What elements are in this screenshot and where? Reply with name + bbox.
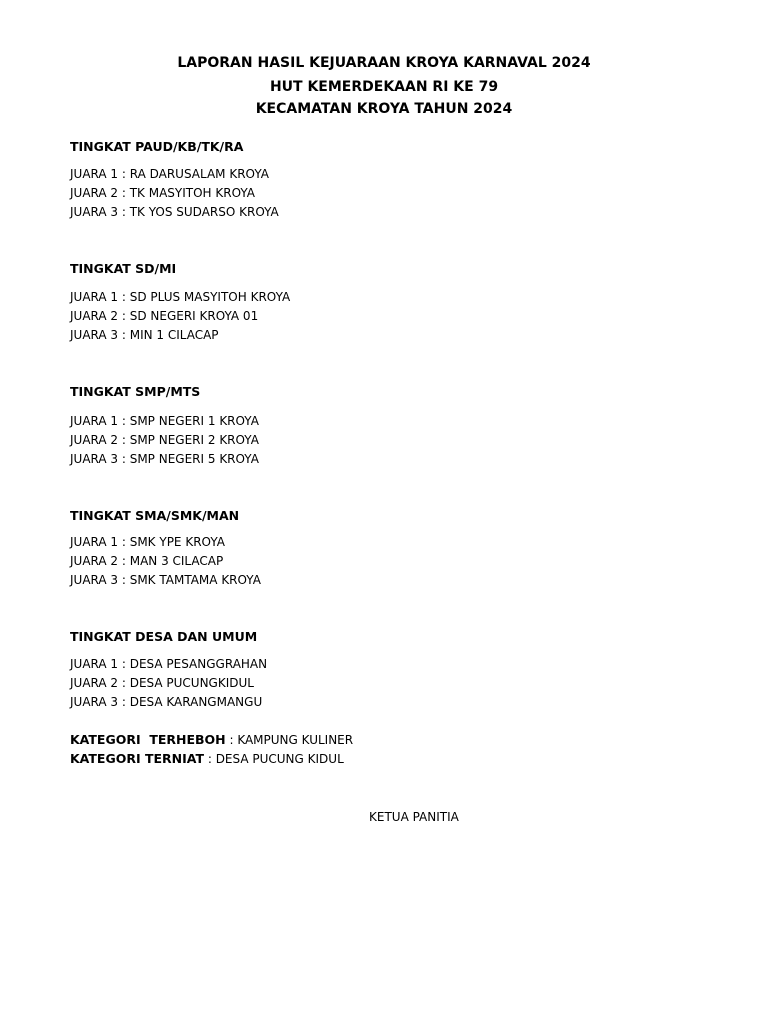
signature-label: KETUA PANITIA <box>369 810 459 824</box>
winner-2-smp: JUARA 2 : SMP NEGERI 2 KROYA <box>70 433 259 447</box>
category-terniat <box>70 750 344 768</box>
winner-1-desa: JUARA 1 : DESA PESANGGRAHAN <box>70 657 268 671</box>
winner-2-paud: JUARA 2 : TK MASYITOH KROYA <box>70 186 255 200</box>
winner-3-sd: JUARA 3 : MIN 1 CILACAP <box>70 328 219 342</box>
winner-3-sma: JUARA 3 : SMK TAMTAMA KROYA <box>70 573 261 587</box>
winner-1-paud: JUARA 1 : RA DARUSALAM KROYA <box>70 167 269 181</box>
winner-1-smp: JUARA 1 : SMP NEGERI 1 KROYA <box>70 414 259 428</box>
category-terniat-value: : DESA PUCUNG KIDUL <box>204 752 344 766</box>
section-heading-smp: TINGKAT SMP/MTS <box>70 384 201 399</box>
report-subtitle: HUT KEMERDEKAAN RI KE 79 <box>269 79 499 95</box>
winner-3-desa: JUARA 3 : DESA KARANGMANGU <box>70 695 263 709</box>
category-terheboh <box>70 731 353 749</box>
report-title: LAPORAN HASIL KEJUARAAN KROYA KARNAVAL 2024 <box>177 55 591 71</box>
winner-3-paud: JUARA 3 : TK YOS SUDARSO KROYA <box>70 205 279 219</box>
winner-3-smp: JUARA 3 : SMP NEGERI 5 KROYA <box>70 452 259 466</box>
winner-1-sd: JUARA 1 : SD PLUS MASYITOH KROYA <box>70 290 291 304</box>
winner-2-sma: JUARA 2 : MAN 3 CILACAP <box>70 554 224 568</box>
category-terheboh-value: : KAMPUNG KULINER <box>225 733 354 747</box>
category-terniat-label: KATEGORI TERNIAT <box>70 751 205 766</box>
winner-2-desa: JUARA 2 : DESA PUCUNGKIDUL <box>70 676 254 690</box>
section-heading-sd: TINGKAT SD/MI <box>70 261 177 276</box>
winner-2-sd: JUARA 2 : SD NEGERI KROYA 01 <box>70 309 259 323</box>
category-terheboh-label: KATEGORI TERHEBOH <box>70 732 226 747</box>
section-heading-desa: TINGKAT DESA DAN UMUM <box>70 629 258 644</box>
winner-1-sma: JUARA 1 : SMK YPE KROYA <box>70 535 225 549</box>
report-district-year: KECAMATAN KROYA TAHUN 2024 <box>255 101 513 117</box>
section-heading-paud: TINGKAT PAUD/KB/TK/RA <box>70 139 244 154</box>
section-heading-sma: TINGKAT SMA/SMK/MAN <box>70 508 240 523</box>
